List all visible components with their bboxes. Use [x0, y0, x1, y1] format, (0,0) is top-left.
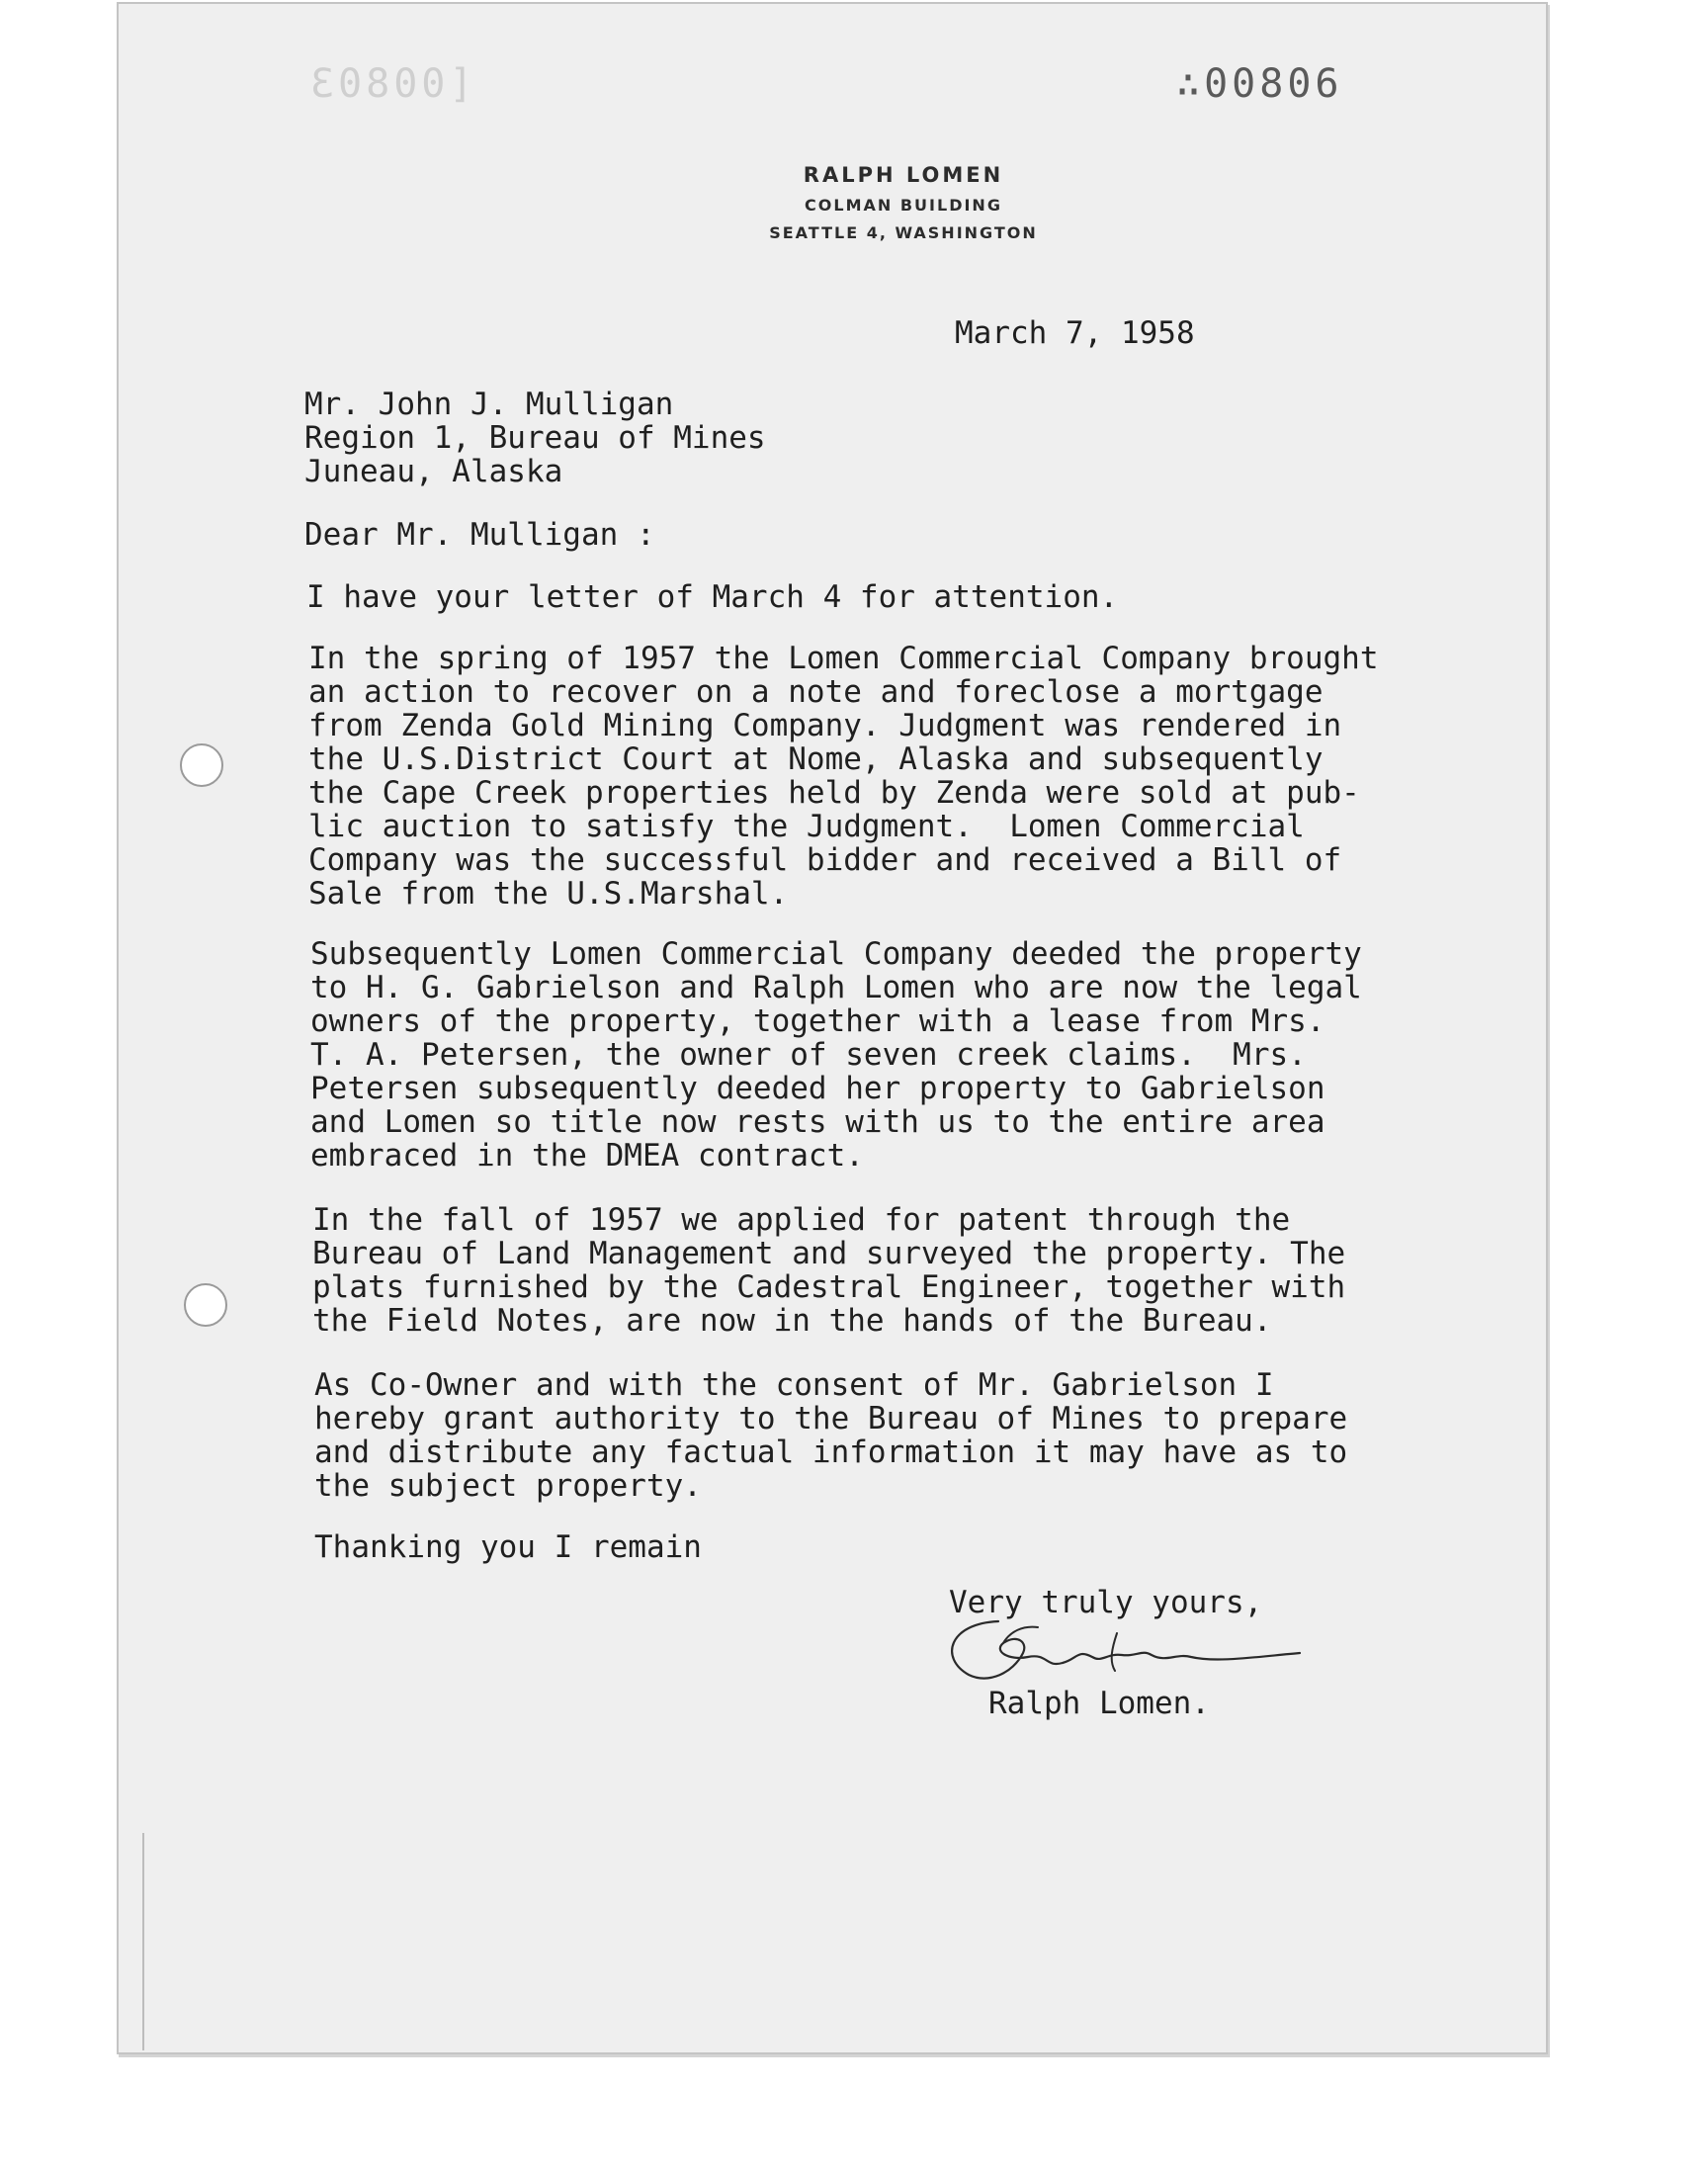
letter-sheet	[117, 2, 1548, 2054]
paragraph-acknowledgement: I have your letter of March 4 for attention.	[306, 579, 1119, 615]
letter-date: March 7, 1958	[955, 315, 1195, 351]
page-edge-mark	[142, 1833, 144, 2050]
recipient-name: Mr. John J. Mulligan	[304, 387, 674, 422]
punch-hole-bottom	[184, 1283, 227, 1327]
signed-name: Ralph Lomen.	[988, 1686, 1210, 1721]
closing-line: Thanking you I remain	[314, 1529, 702, 1565]
letterhead-city: SEATTLE 4, WASHINGTON	[769, 223, 1038, 242]
faint-bleed-through-stamp: [00803	[306, 61, 473, 107]
paragraph-foreclosure: In the spring of 1957 the Lomen Commercial Company brought an action to recover on a note and foreclose a mortgage from Zenda Gold Mining Company. Judgment was rendered in the U.S.District Court at Nome, Alaska and subsequently the Cape Creek properties held by Zenda were sold at pub- lic auction to satisfy the Judgment. Lomen Commercial Company was the successful bidder and received a Bill of Sale from the U.S.Marshal.	[308, 641, 1379, 912]
recipient-address	[304, 388, 766, 488]
letterhead	[119, 158, 1550, 247]
paragraph-ownership: Subsequently Lomen Commercial Company deeded the property to H. G. Gabrielson and Ralph Lomen who are now the legal owners of the property, together with a lease from Mrs. T. A. Petersen, the owner of seven creek claims. Mrs. Petersen subsequently deeded her property to Gabrielson and Lomen so title now rests with us to the entire area embraced in the DMEA contract.	[310, 936, 1362, 1174]
valediction: Very truly yours,	[949, 1585, 1263, 1620]
salutation: Dear Mr. Mulligan :	[304, 517, 655, 553]
punch-hole-top	[180, 743, 223, 787]
document-number-stamp: ∴00806	[1176, 61, 1343, 107]
letterhead-name: RALPH LOMEN	[803, 163, 1004, 187]
paragraph-patent: In the fall of 1957 we applied for patent through the Bureau of Land Management and surveyed the property. The plats furnished by the Cadestral Engineer, together with the Field Notes, are now in the hands of the Bureau.	[312, 1202, 1346, 1339]
recipient-location: Juneau, Alaska	[304, 454, 563, 489]
recipient-office: Region 1, Bureau of Mines	[304, 420, 766, 456]
paragraph-authority: As Co-Owner and with the consent of Mr. Gabrielson I hereby grant authority to the Bureau of Mines to prepare and distribute any factual information it may have as to the subject property.	[314, 1367, 1348, 1504]
letterhead-building: COLMAN BUILDING	[805, 196, 1002, 215]
